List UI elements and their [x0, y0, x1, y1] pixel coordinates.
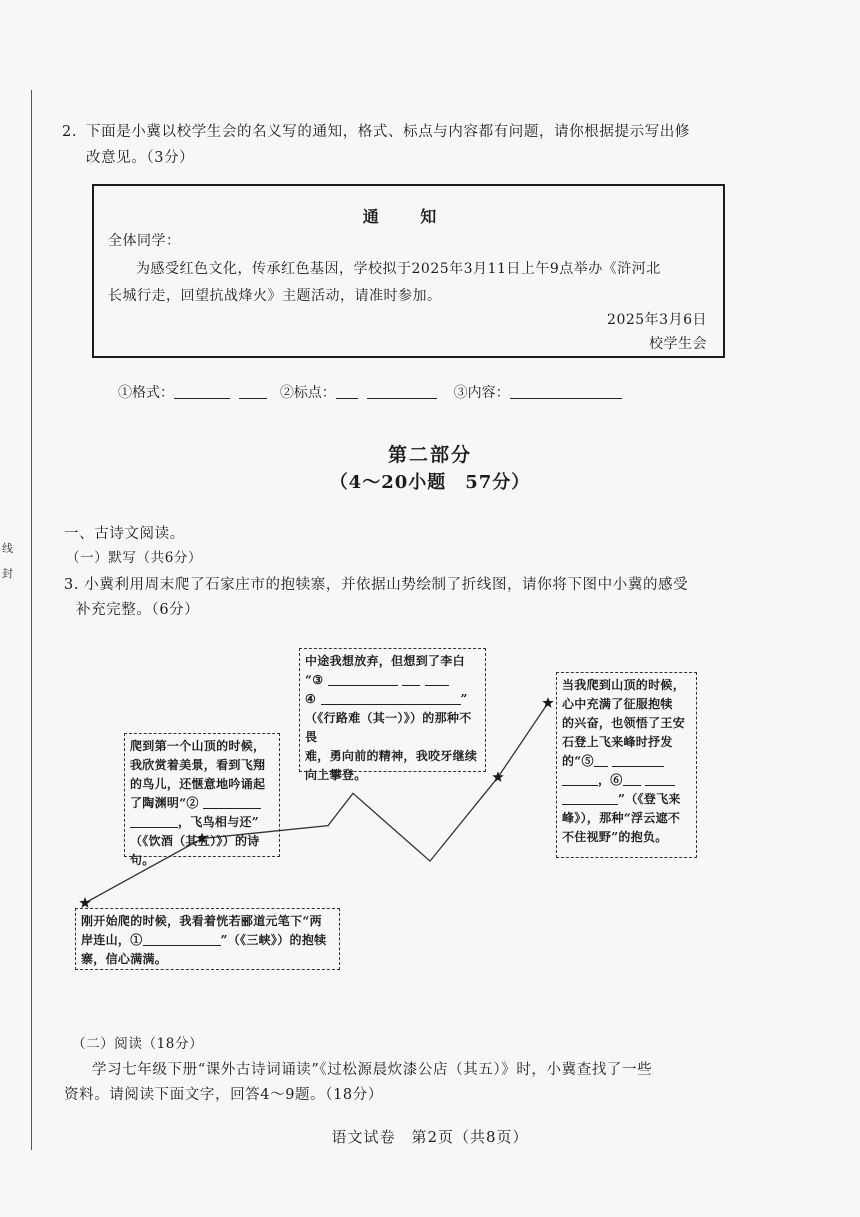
box-first-peak-line2: 我欣赏着美景，看到飞翔 — [130, 758, 266, 772]
question-3-line1: 3. 小冀利用周末爬了石家庄市的抱犊寨，并依据山势绘制了折线图，请你将下图中小冀的感受 — [64, 577, 689, 593]
content-label: ③内容： — [453, 385, 510, 401]
box-midway-line6: 向上攀登。 — [305, 768, 367, 782]
blank-2b[interactable] — [130, 815, 178, 828]
box-first-peak-line4 — [130, 794, 274, 813]
section2-line2: 资料。请阅读下面文字，回答4～9题。（18分） — [64, 1087, 383, 1103]
blank-6c[interactable] — [562, 792, 618, 805]
section1-heading: 一、古诗文阅读。 — [64, 526, 185, 542]
question-2-line2: 改意见。（3分） — [86, 150, 195, 166]
notice-salutation: 全体同学： — [108, 233, 181, 249]
box-midway-line3-text: ④ — [305, 692, 317, 706]
section2-subheading: （二）阅读（18分） — [72, 1036, 204, 1052]
box-summit-line6 — [562, 771, 691, 790]
box-midway-line3-end: ” — [460, 692, 468, 706]
blank-6[interactable] — [623, 773, 641, 786]
box-first-peak-line5-text: ，飞鸟相与还” — [178, 815, 260, 829]
question-2-number: 2. — [62, 124, 78, 140]
box-summit-line7-text: ”（《登飞来 — [618, 792, 681, 806]
blank-3b[interactable] — [402, 673, 420, 686]
notice-date: 2025年3月6日 — [607, 312, 707, 328]
margin-mark: 封 — [2, 567, 13, 580]
box-midway-line5: 难，勇向前的精神，我咬牙继续 — [305, 749, 478, 763]
notice-signature: 校学生会 — [649, 336, 707, 352]
box-midway — [299, 648, 486, 782]
question-3-line2: 补充完整。（6分） — [76, 602, 200, 618]
section2-line1: 学习七年级下册“课外古诗词诵读”《过松源晨炊漆公店（其五）》时，小冀查找了一些 — [92, 1062, 653, 1078]
box-midway-line2-text: “③ — [305, 673, 324, 687]
box-first-peak-line5 — [130, 813, 274, 832]
box-first-peak-line4-text: 了陶渊明“② — [130, 796, 199, 810]
part2-subtitle: （4～20小题 57分） — [329, 472, 531, 493]
blank-3[interactable] — [328, 673, 398, 686]
notice-body-line1: 为感受红色文化，传承红色基因，学校拟于2025年3月11日上午9点举办《浒河北 — [136, 261, 661, 277]
blank-5b[interactable] — [612, 754, 664, 767]
box-summit-line4: 石登上飞来峰时抒发 — [562, 735, 673, 749]
box-first-peak-line1: 爬到第一个山顶的时候， — [130, 739, 266, 753]
box-start-line2-b: ”（《三峡》）的抱犊 — [220, 933, 327, 947]
box-summit-line3: 的兴奋，也领悟了王安 — [562, 716, 686, 730]
blank-5[interactable] — [594, 754, 608, 767]
box-summit-line6-text: ，⑥ — [598, 773, 623, 787]
box-summit-line7 — [562, 790, 691, 809]
box-summit-line5-text: 的“⑤ — [562, 754, 594, 768]
box-midway-line3 — [305, 690, 480, 709]
blank-1[interactable] — [143, 933, 221, 946]
box-summit-line2: 心中充满了征服抱犊 — [562, 697, 673, 711]
box-start-line3: 寨，信心满满。 — [81, 952, 168, 966]
box-first-peak-line6: （《饮酒（其五）》）的诗句。 — [130, 834, 260, 867]
part2-title: 第二部分 — [387, 444, 472, 466]
box-summit-line9: 不住视野”的抱负。 — [562, 830, 668, 844]
blank-2[interactable] — [203, 796, 261, 809]
blank-4[interactable] — [321, 692, 461, 705]
section1-subheading: （一）默写（共6分） — [66, 550, 203, 566]
format-label: ①格式： — [118, 385, 174, 401]
chart-star-point-1 — [79, 897, 90, 908]
blank-6b[interactable] — [645, 773, 675, 786]
box-summit-line5 — [562, 752, 691, 771]
question-2-line1: 下面是小冀以校学生会的名义写的通知，格式、标点与内容都有问题，请你根据提示写出修 — [86, 124, 690, 140]
blank-5c[interactable] — [562, 773, 598, 786]
notice-body-line2: 长城行走，回望抗战烽火》主题活动，请准时参加。 — [108, 288, 442, 304]
box-summit — [556, 672, 697, 858]
chart-star-point-3 — [492, 771, 503, 782]
page-footer: 语文试卷 第2页（共8页） — [331, 1128, 529, 1146]
box-first-peak — [124, 733, 280, 867]
box-start — [75, 908, 340, 970]
box-midway-line1: 中途我想放弃，但想到了李白 — [305, 654, 465, 668]
box-summit-line8: 峰》），那种“浮云遮不 — [562, 811, 681, 825]
box-summit-line1: 当我爬到山顶的时候， — [562, 678, 686, 692]
box-midway-line2 — [305, 671, 480, 690]
box-midway-line4: （《行路难（其一）》）的那种不畏 — [305, 711, 472, 744]
margin-mark: 线 — [2, 542, 13, 555]
chart-star-point-4 — [542, 697, 553, 708]
box-start-line1: 刚开始爬的时候，我看着恍若郦道元笔下“两 — [81, 914, 322, 928]
punct-label: ②标点： — [279, 385, 336, 401]
box-start-line2 — [81, 931, 334, 950]
box-start-line2-a: 岸连山，① — [81, 933, 143, 947]
blank-3c[interactable] — [425, 673, 449, 686]
notice-title: 通 知 — [362, 207, 455, 226]
box-first-peak-line3: 的鸟儿，还惬意地吟诵起 — [130, 777, 266, 791]
